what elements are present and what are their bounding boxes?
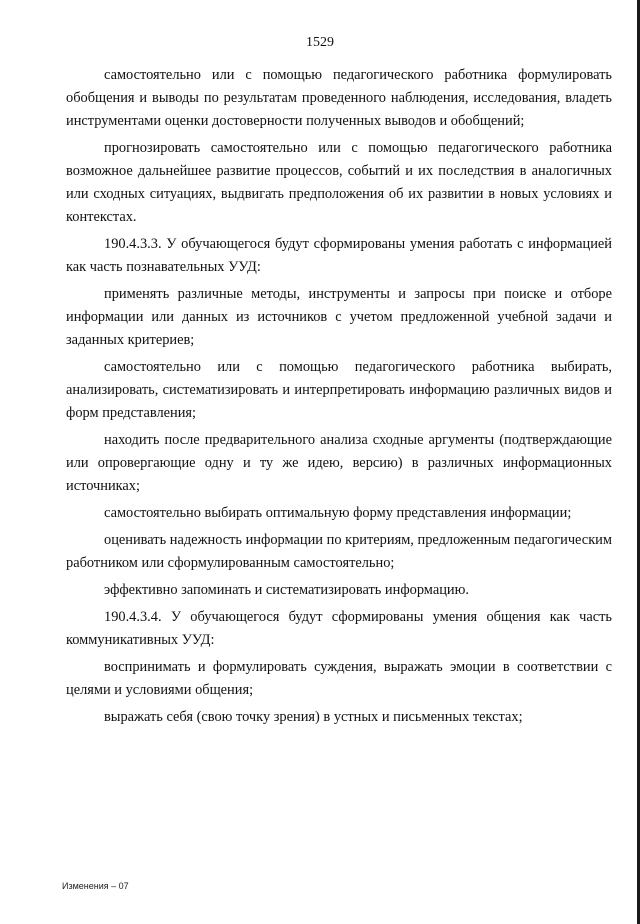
paragraph: оценивать надежность информации по критериям, предложенным педагогическим работником или сформулированным самостоятельно; [66,532,612,571]
footer-revision: Изменения – 07 [62,881,129,891]
document-body [66,64,612,733]
paragraph: самостоятельно или с помощью педагогического работника формулировать обобщения и выводы по результатам проведенного наблюдения, исследования, владеть инструментами оценки достоверности полученных выводов и обобщений; [66,67,612,129]
paragraph: воспринимать и формулировать суждения, выражать эмоции в соответствии с целями и условиями общения; [66,659,612,698]
page-number: 1529 [306,35,334,50]
paragraph: выражать себя (свою точку зрения) в устных и письменных текстах; [104,709,523,725]
paragraph: эффективно запоминать и систематизировать информацию. [104,582,469,598]
paragraph: прогнозировать самостоятельно или с помощью педагогического работника возможное дальнейшее развитие процессов, событий и их последствия в аналогичных или сходных ситуациях, выдвигать предположения об их развитии в новых условиях и контекстах. [66,140,612,225]
paragraph-section-heading: 190.4.3.3. У обучающегося будут сформированы умения работать с информацией как часть познавательных УУД: [66,236,612,275]
paragraph: самостоятельно или с помощью педагогического работника выбирать, анализировать, систематизировать и интерпретировать информацию различных видов и форм представления; [66,359,612,421]
paragraph: находить после предварительного анализа сходные аргументы (подтверждающие или опровергающие одну и ту же идею, версию) в различных информационных источниках; [66,432,612,494]
paragraph-section-heading: 190.4.3.4. У обучающегося будут сформированы умения общения как часть коммуникативных УУД: [66,609,612,648]
paragraph: самостоятельно выбирать оптимальную форму представления информации; [104,505,572,521]
paragraph: применять различные методы, инструменты и запросы при поиске и отборе информации или данных из источников с учетом предложенной учебной задачи и заданных критериев; [66,286,612,348]
